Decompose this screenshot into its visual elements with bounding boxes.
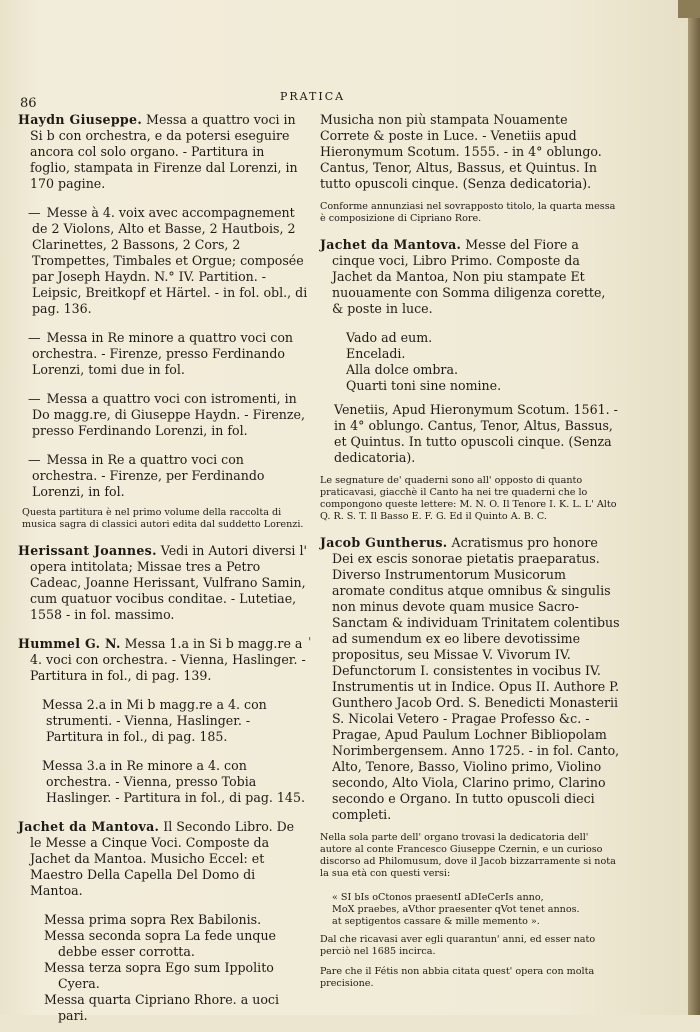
sub-entry: — Messe à 4. voix avec accompagnement de 2 Violons, Alto et Basse, 2 Hautbois, 2 Clarinettes, 2 Bassons, 2 Cors, 2 Trompettes, Timbales et Orgue; composée par Joseph Haydn. N.° IV. Partition. - Leipsic, Breitkopf et Härtel. - in fol. obl., di pag. 136. bbox=[28, 205, 308, 316]
entry-heading: Haydn Giuseppe. bbox=[18, 112, 143, 127]
footnote: Questa partitura è nel primo volume della raccolta di musica sagra di classici autori edita dal suddetto Lorenzi. bbox=[22, 507, 304, 530]
list-item: Enceladi. bbox=[346, 346, 406, 361]
entry-hummel bbox=[18, 636, 308, 684]
list-item: Quarti toni sine nomine. bbox=[346, 378, 502, 393]
list-item: Alla dolce ombra. bbox=[346, 362, 458, 377]
footnote: Pare che il Fétis non abbia citata quest' opera con molta precisione. bbox=[320, 966, 595, 989]
page-edge bbox=[688, 0, 700, 1015]
sub-entry: Messa 3.a in Re minore a 4. con orchestra. - Vienna, presso Tobia Haslinger. - Partitura in fol., di pag. 145. bbox=[42, 758, 305, 805]
footnote: Nella sola parte dell' organo trovasi la dedicatoria dell' autore al conte Francesco Giuseppe Czernin, e un curioso discorso ad Philomusum, dove il Jacob bizzarramente si nota la sua età con questi versi: bbox=[320, 832, 616, 879]
page-number: 86 bbox=[20, 96, 37, 111]
verse-line: « SI bIs oCtonos praesentI aDIeCerIs anno, bbox=[332, 892, 544, 903]
sub-entry: Messa 2.a in Mi b magg.re a 4. con strumenti. - Vienna, Haslinger. - Partitura in fol., di pag. 185. bbox=[42, 697, 267, 744]
entry-text: Il Secondo Libro. De le Messe a Cinque Voci. Composte da Jachet da Mantoa. Musicho Eccel: et Maestro Della Capella Del Domo di Mantoa. bbox=[30, 819, 295, 898]
list-item: Messa terza sopra Ego sum Ippolito Cyera. bbox=[44, 960, 274, 991]
footnote: Le segnature de' quaderni sono all' opposto di quanto praticavasi, giacchè il Canto ha nei tre quaderni che lo compongono queste lettere: M. N. O. Il Tenore I. K. L. L' Alto Q. R. S. T. Il Basso E. F. G. Ed il Quinto A. B. C. bbox=[320, 475, 617, 522]
margin-mark: ' bbox=[308, 635, 312, 649]
entry-jachet-1 bbox=[18, 819, 308, 899]
list-item: Messa quarta Cipriano Rhore. a uoci pari. bbox=[44, 992, 279, 1023]
verse-line: at septigentos cassare & mille memento ». bbox=[332, 916, 540, 927]
verse-quote bbox=[320, 892, 620, 928]
sub-entry: — Messa in Re a quattro voci con orchestra. - Firenze, per Ferdinando Lorenzi, in fol. bbox=[28, 452, 265, 499]
running-head: PRATICA bbox=[280, 90, 346, 103]
entry-haydn bbox=[18, 112, 308, 192]
footnote: Conforme annunziasi nel sovrapposto titolo, la quarta messa è composizione di Cipriano Rore. bbox=[320, 201, 616, 224]
sub-entry: — Messa in Re minore a quattro voci con orchestra. - Firenze, presso Ferdinando Lorenzi, tomi due in fol. bbox=[28, 330, 294, 377]
footnote: Dal che ricavasi aver egli quarantun' anni, ed esser nato perciò nel 1685 incirca. bbox=[320, 934, 596, 957]
mass-list bbox=[346, 330, 620, 394]
list-item: Vado ad eum. bbox=[346, 330, 433, 345]
list-item: Messa seconda sopra La fede unque debbe esser corrotta. bbox=[44, 928, 277, 959]
right-column bbox=[320, 112, 620, 1002]
entry-text: Messa a quattro voci in Si b con orchestra, e da potersi eseguire ancora col solo organo. - Partitura in foglio, stampata in Firenze dal Lorenzi, in 170 pagine. bbox=[30, 112, 298, 191]
left-column bbox=[18, 112, 308, 1032]
entry-heading: Hummel G. N. bbox=[18, 636, 121, 651]
verse-line: MoX praebes, aVthor praesenter qVot tenet annos. bbox=[332, 904, 580, 915]
entry-continuation: Musicha non più stampata Nouamente Correte & poste in Luce. - Venetiis apud Hieronymum Scotum. 1555. - in 4° oblungo. Cantus, Tenor, Altus, Bassus, et Quintus. In tutto opuscoli cinque. (Senza dedicatoria). bbox=[320, 112, 602, 191]
entry-herissant bbox=[18, 543, 308, 623]
sub-entry: — Messa a quattro voci con istromenti, in Do magg.re, di Giuseppe Haydn. - Firenze, presso Ferdinando Lorenzi, in fol. bbox=[28, 391, 306, 438]
entry-heading: Jachet da Mantova. bbox=[320, 237, 462, 252]
entry-text: Vedi in Autori diversi l' opera intitolata; Missae tres a Petro Cadeac, Joanne Herissant, Vulfrano Samin, cum quatuor vocibus conditae. - Lutetiae, 1558 - in fol. massimo. bbox=[30, 543, 307, 622]
entry-jachet-2 bbox=[320, 237, 620, 317]
entry-heading: Jachet da Mantova. bbox=[18, 819, 160, 834]
entry-heading: Jacob Guntherus. bbox=[320, 535, 448, 550]
entry-heading: Herissant Joannes. bbox=[18, 543, 157, 558]
list-item: Messa prima sopra Rex Babilonis. bbox=[44, 912, 262, 927]
entry-text: Messa 1.a in Si b magg.re a 4. voci con orchestra. - Vienna, Haslinger. - Partitura in fol., di pag. 139. bbox=[30, 636, 306, 683]
entry-text: Messe del Fiore a cinque voci, Libro Primo. Composte da Jachet da Mantoa, Non piu stampate Et nuouamente con Somma diligenza corette, & poste in luce. bbox=[332, 237, 606, 316]
entry-text: Acratismus pro honore Dei ex escis sonorae pietatis praeparatus. Diverso Instrumentorum Musicorum aromate conditus atque omnibus & singulis non minus devote quam musice Sacro-Sanctam & individuam Trinitatem colentibus ad sumendum ex eo libere devotissime propositus, seu Missae V. Vivorum IV. Defunctorum I. consistentes in vocibus IV. Instrumentis ut in Indice. Opus II. Authore P. Gunthero Jacob Ord. S. Benedicti Monasterii S. Nicolai Vetero - Pragae Professo &c. - Pragae, Apud Paulum Lochner Bibliopolam Norimbergensem. Anno 1725. - in fol. Canto, Alto, Tenore, Basso, Violino primo, Violino secondo, Alto Viola, Clarino primo, Clarino secondo e Organo. In tutto opuscoli dieci completi. bbox=[332, 535, 620, 822]
mass-list bbox=[44, 912, 308, 1024]
entry-jacob bbox=[320, 535, 620, 823]
imprint: Venetiis, Apud Hieronymum Scotum. 1561. - in 4° oblungo. Cantus, Tenor, Altus, Bassus, et Quintus. In tutto opuscoli cinque. (Senza dedicatoria). bbox=[334, 402, 618, 465]
page-corner bbox=[678, 0, 700, 18]
